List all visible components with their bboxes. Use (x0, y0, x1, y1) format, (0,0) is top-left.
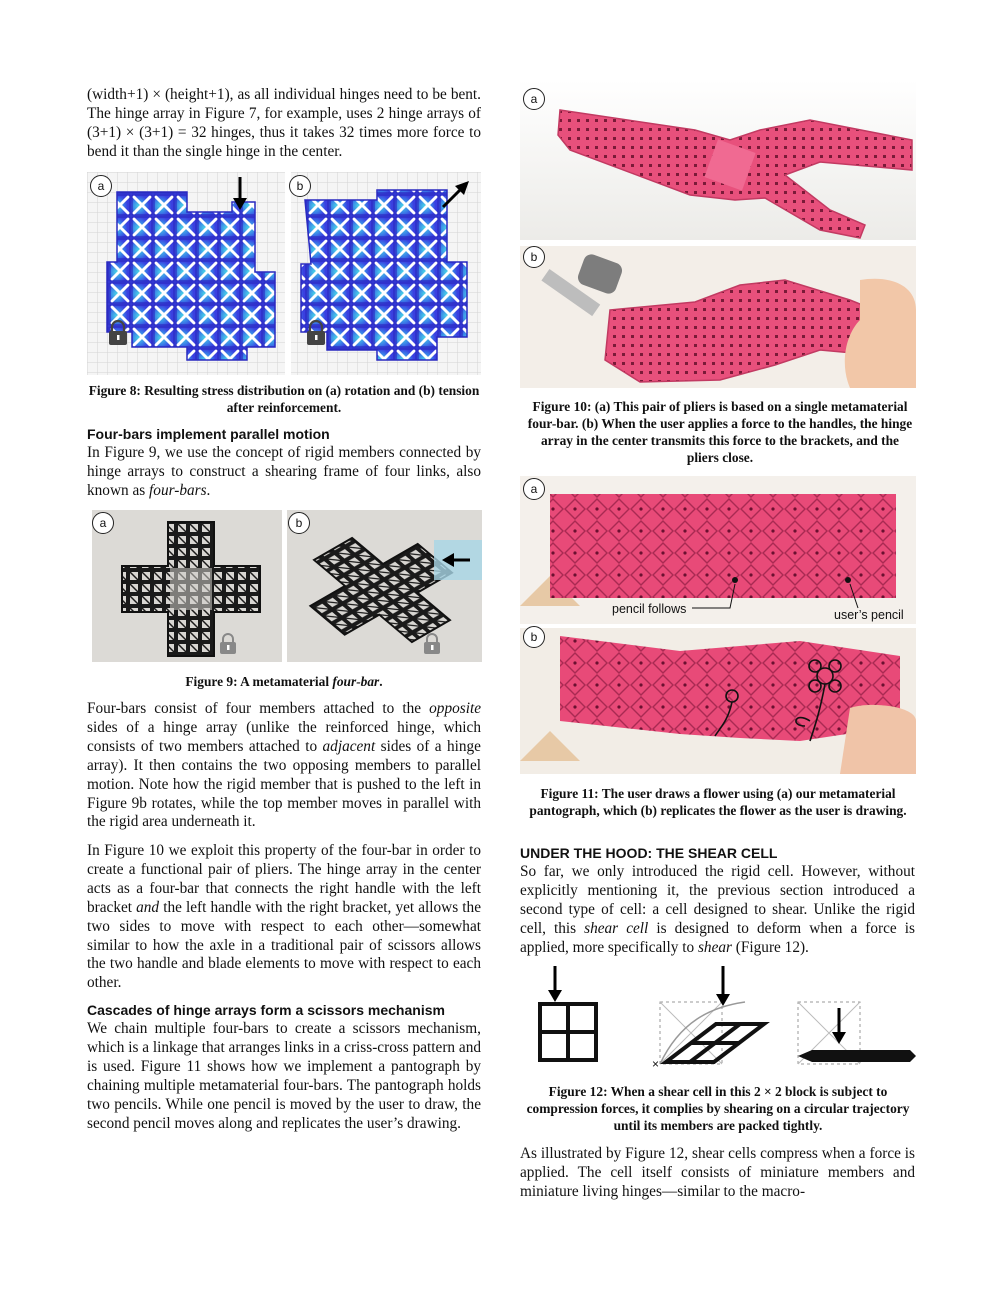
stress-shape-a (107, 192, 275, 360)
text-run: In Figure 9, we use the concept of rigid members connected by hinge arrays to construct a shearing frame of four links, also known as (87, 444, 481, 499)
figure-8-graphic (87, 172, 481, 375)
paragraph-four-bars-consist (87, 700, 481, 832)
figure-9 (92, 510, 482, 662)
paragraph-intro: (width+1) × (height+1), as all individual hinges need to be bent. The hinge array in Figure 7, for example, uses 2 hinge arrays of (3+1) × (3+1) = 32 hinges, thus it takes 32 times more force to bend it than the single hinge in the center. (87, 86, 481, 160)
text-run: In Figure 10 we exploit this property of the four-bar in order to create a functional pair of pliers. The hinge array in the center acts as a four-bar that connects the right handle with the left bracket (87, 842, 481, 916)
shear-cell-rest (540, 1004, 596, 1060)
text-run: . (379, 674, 383, 689)
figure-badge-b: b (288, 512, 310, 534)
text-run: . (206, 481, 211, 499)
emphasis: and (136, 898, 160, 916)
figure-badge-a: a (90, 175, 112, 197)
figure-badge-a: a (523, 478, 545, 500)
label-users-pencil: user’s pencil (834, 608, 904, 622)
text-run: sides of a hinge array). It then contains the two opposing members to parallel motion. Note how the rigid member that is pushed to the left in Figure 9b rotates, while the top member moves in parallel with the rigid area underneath it. (87, 737, 481, 831)
figure-9-caption (87, 673, 481, 690)
figure-10-graphic (520, 80, 916, 388)
figure-12-caption: Figure 12: When a shear cell in this 2 × 2 block is subject to compression forces, it complies by shearing on a circular trajectory until its members are packed tightly. (526, 1084, 910, 1133)
figure-9-graphic (92, 510, 482, 662)
figure-11-graphic (520, 476, 916, 774)
emphasis: shear cell (584, 919, 649, 937)
force-arrow-down-icon (716, 966, 730, 1006)
text-run: Four-bars consist of four members attached to the (87, 700, 430, 717)
emphasis: adjacent (322, 737, 376, 755)
pantograph-a (550, 494, 896, 598)
figure-badge-a: a (92, 512, 114, 534)
paragraph-illustrated: As illustrated by Figure 12, shear cells compress when a force is applied. The cell itself consists of miniature members and miniature living hinges—similar to the macro- (520, 1145, 915, 1200)
emphasis: opposite (429, 700, 481, 717)
section-heading-cascades: Cascades of hinge arrays form a scissors mechanism (87, 1002, 445, 1018)
paragraph-cascades: We chain multiple four-bars to create a scissors mechanism, which is a linkage that arranges links in a criss-cross pattern and is used. Figure 11 shows how we implement a pantograph by chaining multiple metamaterial four-bars. The pantograph holds two pencils. While one pencil is moved by the user to draw, the second pencil moves along and replicates the user’s drawing. (87, 1020, 481, 1132)
section-heading-shear-cell: UNDER THE HOOD: THE SHEAR CELL (520, 845, 778, 861)
figure-12 (530, 962, 916, 1074)
text-run: (Figure 12). (731, 938, 809, 956)
emphasis: four-bar (332, 674, 380, 689)
text-run: is designed to deform when a force is applied, more specifically to (520, 919, 915, 956)
svg-text:×: × (652, 1057, 660, 1071)
figure-badge-a: a (523, 88, 545, 110)
text-run: So far, we only introduced the rigid cell. However, without explicitly mentioning it, the previous section introduced a second type of cell: a cell designed to shear. Unlike the rigid cell, this (520, 863, 915, 937)
paragraph-figure-10 (87, 842, 481, 993)
figure-10-caption: Figure 10: (a) This pair of pliers is based on a single metamaterial four-bar. (b) When the user applies a force to the handles, the hinge array in the center transmits this force to the brackets, and the pliers close. (527, 399, 913, 465)
text-run: sides of a hinge array (unlike the reinforced hinge, which consists of two members attached to (87, 718, 481, 755)
figure-11 (520, 476, 916, 774)
label-pencil-follows: pencil follows (612, 602, 687, 616)
figure-10 (520, 80, 916, 388)
figure-12-graphic (530, 962, 916, 1074)
text-run: the left handle with the right bracket, yet allows the two sides to move with respect to each other—somewhat similar to how the axle in a traditional pair of scissors allows the two handle and blade elements to move with respect to each other. (87, 898, 481, 992)
force-arrow-down-icon (548, 966, 562, 1002)
section-heading-four-bars: Four-bars implement parallel motion (87, 426, 330, 442)
emphasis: shear (697, 938, 732, 956)
shear-cell-packed (798, 1050, 916, 1062)
figure-8 (87, 172, 481, 375)
figure-badge-b: b (289, 175, 311, 197)
emphasis: four-bars (149, 481, 207, 499)
paragraph-shear-cell (520, 863, 915, 958)
figure-8-caption: Figure 8: Resulting stress distribution on (a) rotation and (b) tension after reinforcement. (88, 383, 480, 415)
figure-badge-b: b (523, 246, 545, 268)
figure-11-caption: Figure 11: The user draws a flower using (a) our metamaterial pantograph, which (b) replicates the flower as the user is drawing. (529, 786, 907, 818)
text-run: Figure 9: A metamaterial (185, 674, 333, 689)
paragraph-four-bars (87, 444, 481, 501)
figure-badge-b: b (523, 626, 545, 648)
